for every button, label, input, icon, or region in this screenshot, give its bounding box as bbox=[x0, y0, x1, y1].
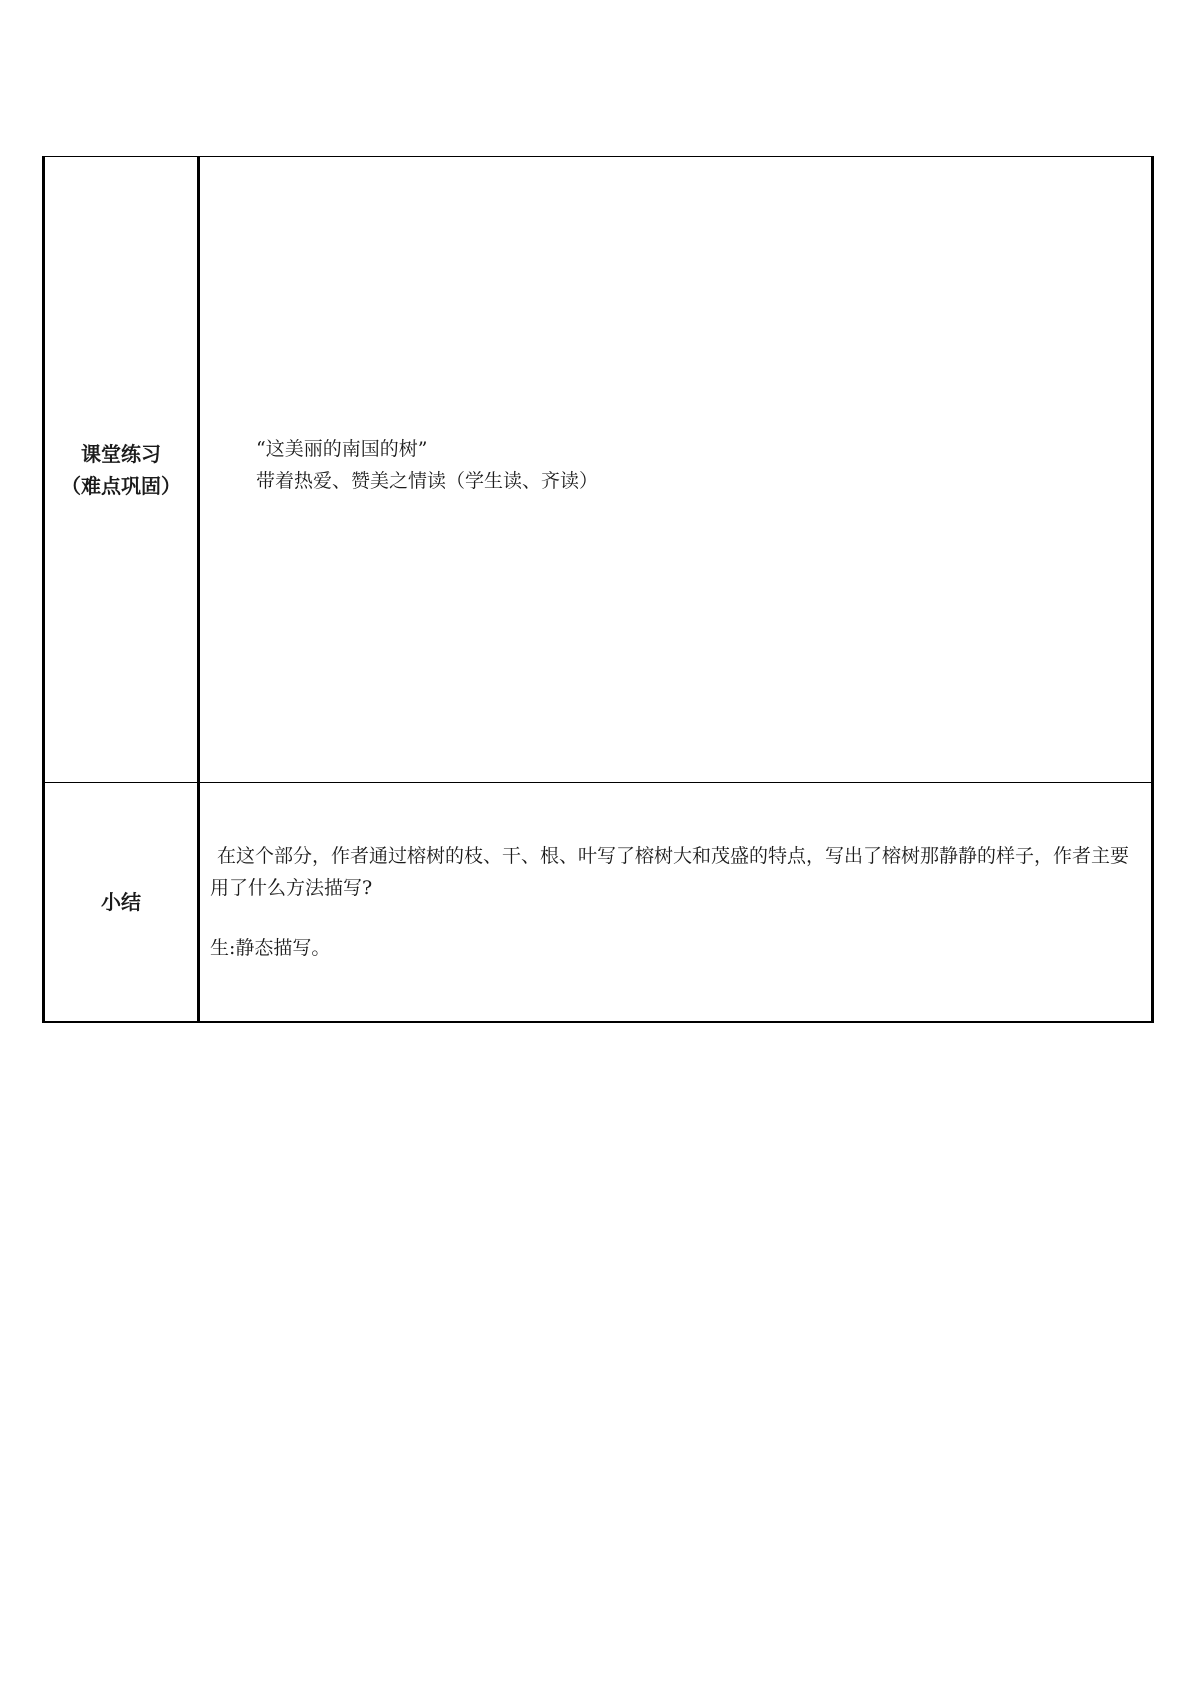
summary-content-cell bbox=[199, 783, 1153, 1023]
row-label-cell bbox=[44, 783, 199, 1023]
table-row-classroom-practice bbox=[44, 157, 1153, 783]
table-row-summary bbox=[44, 783, 1153, 1023]
row-label-practice: 课堂练习 bbox=[81, 441, 161, 466]
row-label-cell bbox=[44, 157, 199, 783]
summary-answer: 生:静态描写。 bbox=[210, 937, 331, 959]
practice-content bbox=[200, 433, 1151, 497]
practice-content-cell bbox=[199, 157, 1153, 783]
row-label-difficulty: （难点巩固） bbox=[61, 473, 181, 498]
practice-instruction: 带着热爱、赞美之情读（学生读、齐读） bbox=[256, 469, 599, 492]
summary-question: 在这个部分，作者通过榕树的枝、干、根、叶写了榕树大和茂盛的特点，写出了榕树那静静的样子，作者主要用了什么方法描写? bbox=[210, 845, 1130, 899]
summary-content bbox=[200, 840, 1151, 964]
lesson-plan-table bbox=[42, 156, 1154, 1023]
practice-quote: “这美丽的南国的树” bbox=[256, 437, 428, 460]
row-label-summary: 小结 bbox=[101, 890, 141, 914]
